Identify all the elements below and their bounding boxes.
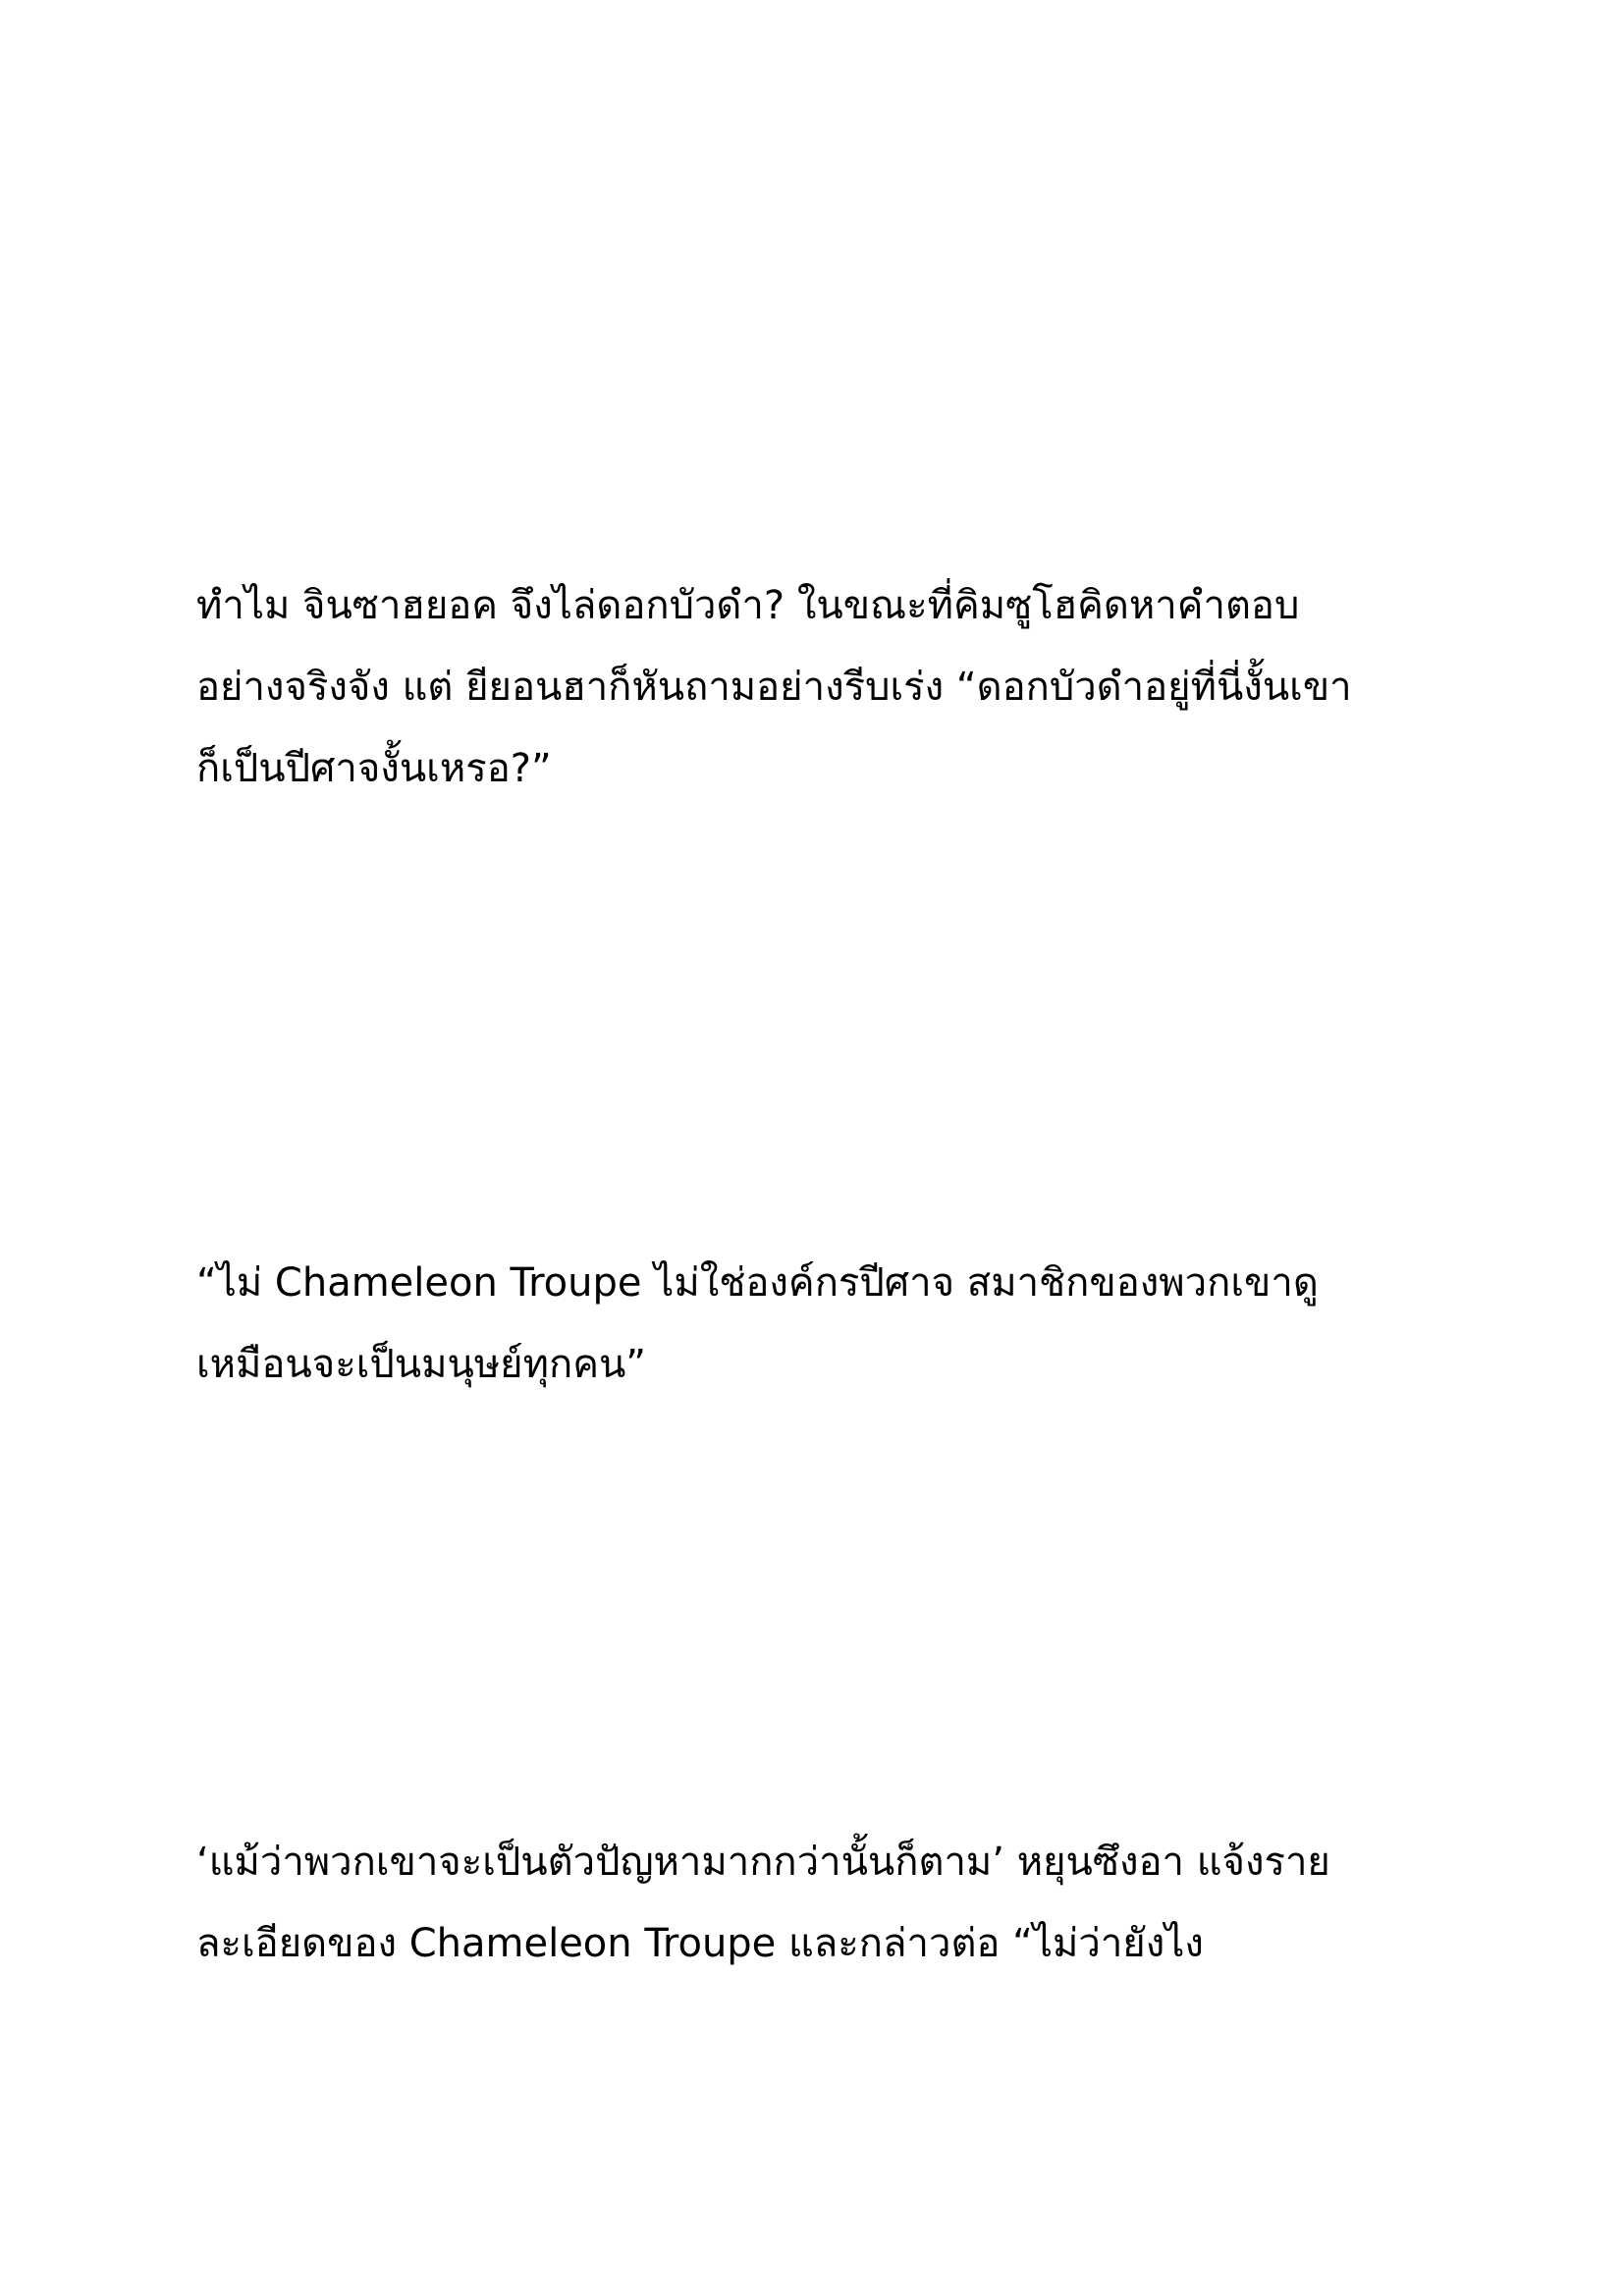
paragraph-3-line-2: ละเอียดของ Chameleon Troupe และกล่าวต่อ “ไม่ว่ายังไง (196, 1921, 1204, 1966)
paragraph-1 (196, 577, 1473, 822)
paragraph-1-line-3: ก็เป็นปีศาจงั้นเหรอ?” (196, 746, 552, 791)
paragraph-2-line-2: เหมือนจะเป็นมนุษย์ทุกคน” (196, 1342, 647, 1387)
paragraph-2-line-1: “ไม่ Chameleon Troupe ไม่ใช่องค์กรปีศาจ สมาชิกของพวกเขาดู (196, 1260, 1319, 1306)
paragraph-3 (196, 1834, 1473, 1997)
paragraph-1-line-1: ทำไม จินซาฮยอค จึงไล่ดอกบัวดำ? ในขณะที่คิมซูโฮคิดหาคำตอบ (196, 583, 1300, 628)
paragraph-2 (196, 1255, 1473, 1417)
paragraph-3-line-1: ‘แม้ว่าพวกเขาจะเป็นตัวปัญหามากกว่านั้นก็ตาม’ หยุนซึงอา แจ้งราย (196, 1840, 1330, 1885)
paragraph-1-line-2: อย่างจริงจัง แต่ ยียอนฮาก็หันถามอย่างรีบเร่ง “ดอกบัวดำอยู่ที่นี่งั้นเขา (196, 665, 1352, 710)
